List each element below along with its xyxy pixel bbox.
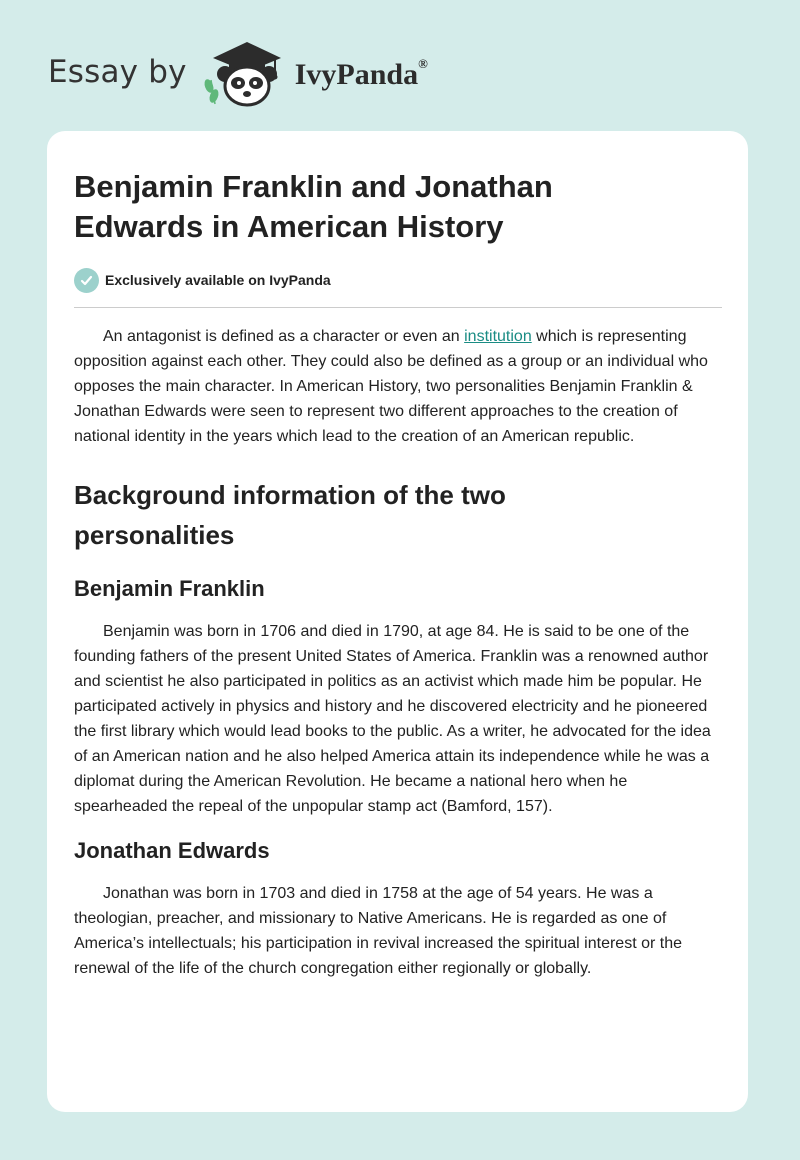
intro-text-start: An antagonist is defined as a character or even an	[103, 328, 465, 345]
site-header	[48, 36, 428, 108]
franklin-paragraph: Benjamin was born in 1706 and died in 1790, at age 84. He is said to be one of the founding fathers of the present United States of America. Franklin was a renowned author and scientist he also participated in politics as an activist which made him be popular. He participated actively in physics and history and he discovered electricity and he pioneered the first library which would lead books to the public. As a writer, he advocated for the idea of an American nation and he also helped America attain its independence while he was a diplomat during the American Revolution. He became a national hero when he spearheaded the repeal of the unpopular stamp act (Bamford, 157).	[74, 623, 711, 815]
check-circle-icon	[74, 268, 99, 293]
registered-mark: ®	[418, 56, 428, 71]
edwards-heading: Jonathan Edwards	[74, 838, 270, 863]
brand-name-text: IvyPanda	[294, 58, 419, 91]
intro-paragraph	[74, 324, 724, 449]
institution-link[interactable]: institution	[464, 328, 532, 345]
section-heading: Background information of the two personalities	[74, 480, 506, 550]
intro-text-end: which is representing opposition against each other. They could also be defined as a group or an individual who opposes the main character. In American History, two personalities Benjamin Franklin & Jonathan Edwards were seen to represent two different approaches to the creation of national identity in the years which lead to the creation of an American republic.	[74, 328, 708, 445]
franklin-heading: Benjamin Franklin	[74, 576, 265, 601]
panda-logo-icon[interactable]	[201, 36, 293, 108]
brand-name[interactable]	[295, 58, 428, 92]
article-card	[47, 131, 748, 1112]
essay-by-label: Essay by	[48, 54, 187, 90]
divider	[74, 307, 722, 308]
article-title: Benjamin Franklin and Jonathan Edwards in American History	[74, 169, 553, 244]
badge-text: Exclusively available on IvyPanda	[105, 272, 331, 288]
exclusive-badge	[74, 267, 722, 293]
edwards-paragraph: Jonathan was born in 1703 and died in 1758 at the age of 54 years. He was a theologian, preacher, and missionary to Native Americans. He is regarded as one of America’s intellectuals; his participation in revival increased the spiritual interest or the renewal of the life of the church congregation either regionally or globally.	[74, 885, 682, 977]
